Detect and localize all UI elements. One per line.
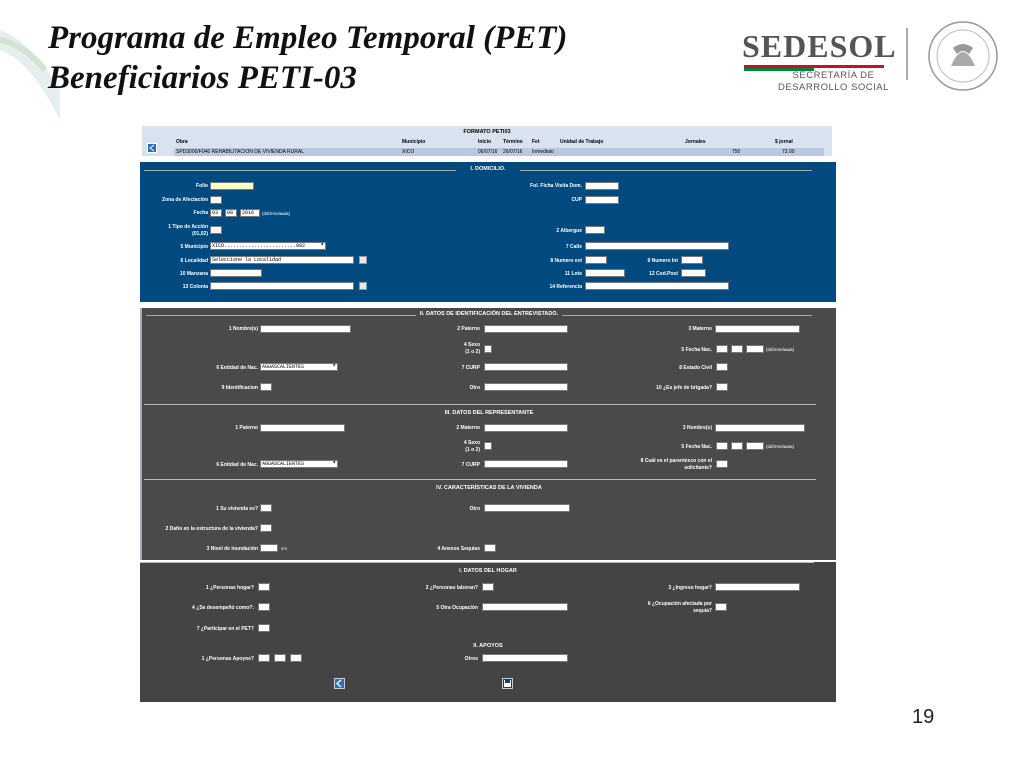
- localidad-input[interactable]: Seleccione la Localidad: [210, 256, 354, 264]
- e-paterno-input[interactable]: [484, 325, 568, 333]
- val-municipio: XICO: [402, 149, 415, 155]
- manzana-input[interactable]: [210, 269, 262, 277]
- label-e-entidad: 6 Entidad de Nac.: [216, 365, 258, 371]
- val-jornal: 72.00: [782, 149, 795, 155]
- e-sexo-hint: (1 o 2): [465, 349, 480, 355]
- label-e-otro: Otro: [469, 385, 480, 391]
- label-r-sexo: 4 Sexo: [463, 440, 480, 446]
- ingreso-input[interactable]: [715, 583, 800, 591]
- otra-ocupacion-input[interactable]: [482, 603, 568, 611]
- divider: [146, 315, 416, 316]
- e-identificacion-input[interactable]: [260, 383, 272, 391]
- inundacion-unit: cm: [281, 546, 287, 551]
- val-obra: SPD3000/F046 REHABILITACION DE VIVIENDA RURAL: [176, 149, 305, 155]
- col-termino: Término: [503, 139, 523, 145]
- anexos-input[interactable]: [484, 544, 496, 552]
- col-jornal: $ jornal: [775, 139, 793, 145]
- r-fecha-yyyy-input[interactable]: [746, 442, 764, 450]
- participar-input[interactable]: [258, 624, 270, 632]
- val-jornales: 750: [732, 149, 741, 155]
- su-vivienda-input[interactable]: [260, 504, 272, 512]
- r-fecha-hint: (dd/mm/aaaa): [766, 444, 795, 449]
- label-r-paterno: 1 Paterno: [235, 425, 258, 431]
- label-inundacion: 3 Nivel de inundación: [206, 546, 258, 552]
- r-materno-input[interactable]: [484, 424, 568, 432]
- section-title-hogar: I. DATOS DEL HOGAR: [459, 568, 517, 574]
- r-paterno-input[interactable]: [260, 424, 345, 432]
- col-jornales: Jornales: [685, 139, 706, 145]
- logo-brand: SEDESOL: [742, 28, 897, 64]
- label-cup: CUP: [571, 197, 582, 203]
- tipo-accion-hint: (01,02): [192, 231, 208, 237]
- label-r-fecha-nac: 5 Fecha Nac.: [681, 444, 712, 450]
- dano-input[interactable]: [260, 524, 272, 532]
- label-zona: Zona de Afectación: [162, 197, 208, 203]
- label-manzana: 10 Manzana: [179, 271, 208, 277]
- save-button[interactable]: [502, 678, 513, 689]
- label-lote: 11 Lote: [564, 271, 582, 277]
- fecha-dd-input[interactable]: 03: [210, 209, 222, 217]
- val-fet: Inmediato: [532, 149, 554, 155]
- cod-post-input[interactable]: [681, 269, 706, 277]
- e-nombres-input[interactable]: [260, 325, 351, 333]
- fecha-mm-input[interactable]: 08: [225, 209, 237, 217]
- section-title-representante: III. DATOS DEL REPRESENTANTE: [444, 410, 534, 416]
- label-r-entidad: 6 Entidad de Nac.: [216, 462, 258, 468]
- e-curp-input[interactable]: [484, 363, 568, 371]
- sedesol-logo: [738, 18, 1018, 98]
- fecha-yyyy-input[interactable]: 2016: [240, 209, 260, 217]
- label-num-ext: 8 Numero ext: [550, 258, 582, 264]
- r-entidad-select[interactable]: AGUASCALIENTES ▾: [260, 460, 338, 468]
- label-otra-ocupacion: 5 Otra Ocupación: [436, 605, 478, 611]
- num-ext-input[interactable]: [585, 256, 607, 264]
- label-personas-laboran: 2 ¿Personas laboran?: [425, 585, 478, 591]
- r-fecha-mm-input[interactable]: [731, 442, 743, 450]
- r-sexo-hint: (1 o 2): [465, 447, 480, 453]
- label-fecha: Fecha: [193, 210, 208, 216]
- calle-input[interactable]: [585, 242, 729, 250]
- divider: [144, 404, 816, 405]
- label-e-fecha-nac: 5 Fecha Nac.: [681, 347, 712, 353]
- r-parentesco-input[interactable]: [716, 460, 728, 468]
- otros-input[interactable]: [482, 654, 568, 662]
- label-e-nombres: 1 Nombre(s): [228, 326, 258, 332]
- divider: [140, 562, 814, 563]
- personas-apoyos-input-1[interactable]: [258, 654, 270, 662]
- r-fecha-dd-input[interactable]: [716, 442, 728, 450]
- label-ingreso: 3 ¿Ingreso hogar?: [668, 585, 712, 591]
- section-title-apoyos: II. APOYOS: [473, 643, 503, 649]
- e-fecha-mm-input[interactable]: [731, 345, 743, 353]
- lote-input[interactable]: [585, 269, 625, 277]
- form-screenshot: [140, 124, 836, 702]
- section-title-vivienda: IV. CARACTERÍSTICAS DE LA VIVIENDA: [436, 485, 542, 491]
- e-fecha-hint: (dd/mm/aaaa): [766, 347, 795, 352]
- label-tipo-accion: 1 Tipo de Acción: [168, 224, 208, 230]
- back-arrow-icon: [335, 679, 344, 688]
- referencia-input[interactable]: [585, 282, 729, 290]
- label-e-sexo: 4 Sexo: [463, 342, 480, 348]
- fol-ficha-input[interactable]: [585, 182, 619, 190]
- col-inicio: Inicio: [478, 139, 492, 145]
- ocupacion-afectada-input[interactable]: [715, 603, 727, 611]
- label-municipio: 5 Municipio: [180, 244, 208, 250]
- label-e-identificacion: 9 Identificacion: [221, 385, 258, 391]
- section-title-domicilio: I. DOMICILIO.: [470, 166, 506, 172]
- divider: [144, 170, 456, 171]
- label-cod-post: 12 Cod.Post: [649, 271, 678, 277]
- val-inicio: 06/07/16: [478, 149, 498, 155]
- logo-subtitle: [778, 70, 889, 94]
- v-otro-input[interactable]: [484, 504, 570, 512]
- label-personas-apoyos: 1 ¿Personas Apoyos?: [201, 656, 254, 662]
- col-obra: Obra: [176, 139, 188, 145]
- personas-apoyos-input-3[interactable]: [290, 654, 302, 662]
- colonia-lookup-button[interactable]: [359, 282, 367, 290]
- divider: [520, 170, 812, 171]
- label-localidad: 6 Localidad: [180, 258, 208, 264]
- label-anexos: 4 Anexos Sequias: [437, 546, 480, 552]
- label-v-otro: Otro: [469, 506, 480, 512]
- slide-title-line2: Beneficiarios PETI-03: [48, 60, 357, 96]
- val-termino: 26/07/16: [503, 149, 523, 155]
- desempeno-input[interactable]: [258, 603, 270, 611]
- page-number: 19: [912, 706, 935, 728]
- label-ocupacion-2: sequía?: [693, 608, 712, 614]
- label-desempeno: 4 ¿Se desempeñó como?:: [192, 605, 254, 611]
- colonia-input[interactable]: [210, 282, 354, 290]
- col-unidad: Unidad de Trabajo: [560, 139, 604, 145]
- label-ocupacion-1: 6 ¿Ocupación afectada por: [647, 601, 712, 607]
- label-calle: 7 Calle: [565, 244, 582, 250]
- slide-title-line1: Programa de Empleo Temporal (PET): [48, 20, 568, 56]
- albergue-input[interactable]: [585, 226, 605, 234]
- divider: [562, 315, 812, 316]
- label-r-parentesco-2: solicitante?: [684, 465, 712, 471]
- municipio-select[interactable]: XICO........................092 ▾: [210, 242, 326, 250]
- fecha-hint: (dd/mm/aaaa): [262, 211, 291, 216]
- section-datos-personas: [140, 308, 836, 560]
- logo-divider: [906, 28, 908, 80]
- e-fecha-dd-input[interactable]: [716, 345, 728, 353]
- e-materno-input[interactable]: [715, 325, 800, 333]
- label-fol-ficha: Fol. Ficha Visita Dom.: [530, 183, 582, 189]
- section-domicilio: [140, 162, 836, 302]
- inundacion-input[interactable]: [260, 544, 278, 552]
- personas-apoyos-input-2[interactable]: [274, 654, 286, 662]
- e-jefe-brigada-input[interactable]: [716, 383, 728, 391]
- divider: [144, 479, 816, 480]
- form-title: FORMATO PETI03: [463, 129, 511, 135]
- localidad-lookup-button[interactable]: [359, 256, 367, 264]
- label-e-estado-civil: 8 Estado Civil: [679, 365, 712, 371]
- e-entidad-select[interactable]: AGUASCALIENTES ▾: [260, 363, 338, 371]
- e-fecha-yyyy-input[interactable]: [746, 345, 764, 353]
- e-otro-input[interactable]: [484, 383, 568, 391]
- section-title-entrevistado: II. DATOS DE IDENTIFICACIÓN DEL ENTREVISTADO.: [419, 311, 559, 317]
- section-hogar: [140, 562, 836, 702]
- label-folio: Folio: [196, 183, 208, 189]
- label-dano: 2 Daño en la estructura de la vivienda?: [165, 526, 258, 532]
- label-participar: 7 ¿Participar en el PET?: [196, 626, 254, 632]
- col-municipio: Municipio: [402, 139, 426, 145]
- r-sexo-input[interactable]: [484, 442, 492, 450]
- label-r-nombres: 3 Nombre(s): [682, 425, 712, 431]
- e-sexo-input[interactable]: [484, 345, 492, 353]
- zona-input[interactable]: [210, 196, 222, 204]
- tipo-accion-input[interactable]: [210, 226, 222, 234]
- label-r-curp: 7 CURP: [461, 462, 480, 468]
- label-e-paterno: 2 Paterno: [457, 326, 480, 332]
- logo-sub1: SECRETARÍA DE: [792, 70, 875, 81]
- back-arrow-button[interactable]: [147, 143, 157, 153]
- personas-hogar-input[interactable]: [258, 583, 270, 591]
- slide-title: [48, 18, 567, 98]
- label-r-parentesco-1: 8 Cuál es el parentesco con el: [640, 458, 712, 464]
- logo-sub2: DESARROLLO SOCIAL: [778, 82, 889, 93]
- r-nombres-input[interactable]: [715, 424, 805, 432]
- col-fet: Fet: [532, 139, 540, 145]
- num-int-input[interactable]: [681, 256, 703, 264]
- national-seal-icon: [923, 18, 1003, 93]
- label-otros: Otros: [464, 656, 478, 662]
- form-header: [142, 126, 832, 156]
- label-colonia: 13 Colonia: [182, 284, 208, 290]
- e-estado-civil-input[interactable]: [716, 363, 728, 371]
- back-button[interactable]: [334, 678, 345, 689]
- personas-laboran-input[interactable]: [482, 583, 494, 591]
- label-e-curp: 7 CURP: [461, 365, 480, 371]
- label-num-int: 9 Numero Int: [647, 258, 678, 264]
- floppy-disk-icon: [503, 679, 512, 688]
- label-personas-hogar: 1 ¿Personas hogar?: [205, 585, 254, 591]
- label-albergue: 2 Albergue: [556, 228, 582, 234]
- label-referencia: 14 Referencia: [549, 284, 582, 290]
- label-e-materno: 3 Materno: [688, 326, 712, 332]
- label-r-materno: 2 Materno: [456, 425, 480, 431]
- label-su-vivienda: 1 Su vivienda es?: [216, 506, 258, 512]
- cup-input[interactable]: [585, 196, 619, 204]
- r-curp-input[interactable]: [484, 460, 568, 468]
- label-e-jefe-brigada: 10 ¿Es jefe de brigada?: [656, 385, 712, 391]
- folio-input[interactable]: [210, 182, 254, 190]
